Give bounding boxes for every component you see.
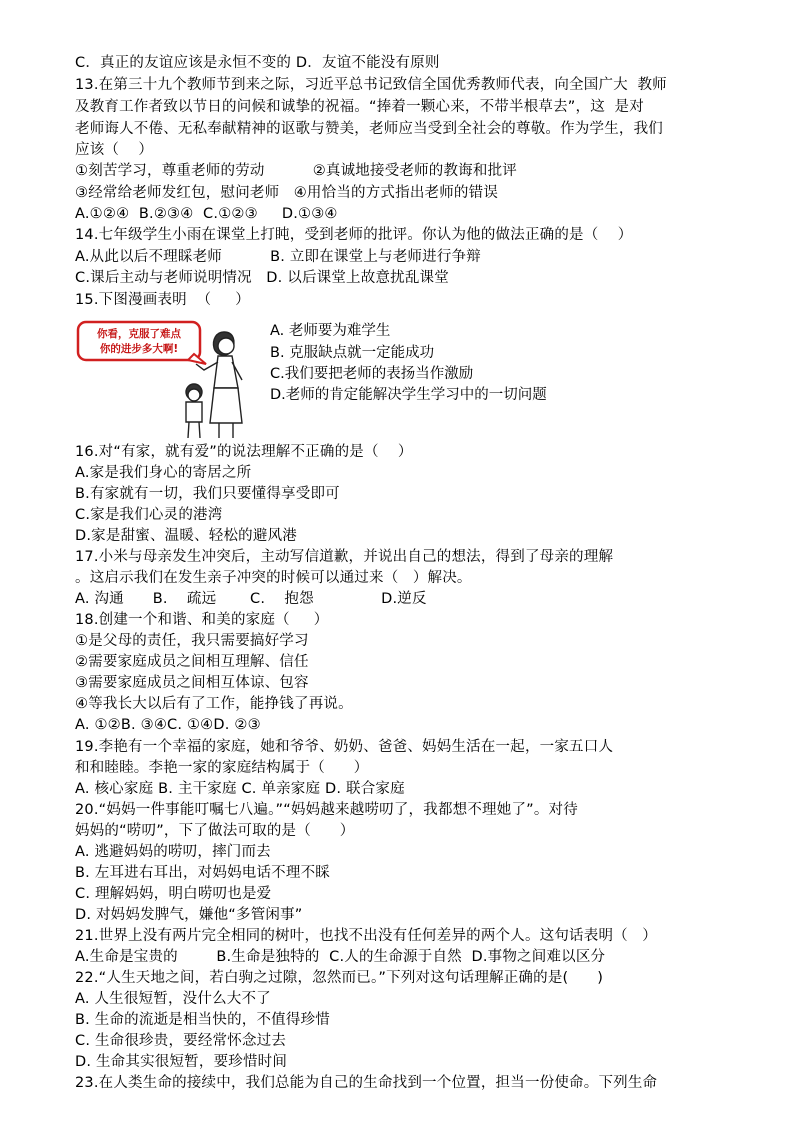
- speech-bubble-line-2: 你的进步多大啊!: [99, 343, 179, 355]
- q16-option-c: C.家是我们心灵的港湾: [75, 507, 223, 523]
- q22-option-a: A. 人生很短暂，没什么大不了: [75, 991, 271, 1007]
- q13-stem-line-3: 老师诲人不倦、无私奉献精神的讴歌与赞美，老师应当受到全社会的尊敬。作为学生，我们: [75, 121, 663, 137]
- q18-statement-1: ①是父母的责任，我只需要搞好学习: [75, 633, 309, 649]
- q18-statement-2: ②需要家庭成员之间相互理解、信任: [75, 654, 309, 670]
- q15-stem: 15.下图漫画表明 （ ）: [75, 292, 250, 308]
- q23-stem: 23.在人类生命的接续中，我们总能为自己的生命找到一个位置，担当一份使命。下列生命: [75, 1075, 658, 1091]
- q13-statements-3-4: ③经常给老师发红包，慰问老师 ④用恰当的方式指出老师的错误: [75, 185, 499, 201]
- student-figure: [186, 384, 202, 438]
- q17-stem-line-2: 。这启示我们在发生亲子冲突的时候可以通过来（ ）解决。: [75, 570, 472, 586]
- q18-stem: 18.创建一个和谐、和美的家庭（ ）: [75, 612, 329, 628]
- q13-stem-line-4: 应该（ ）: [75, 142, 154, 158]
- q20-stem-line-2: 妈妈的“唠叨”，下了做法可取的是（ ）: [75, 823, 355, 839]
- q22-stem: 22.“人生天地之间，若白驹之过隙，忽然而已。”下列对这句话理解正确的是( ): [75, 970, 604, 986]
- q22-option-b: B. 生命的流逝是相当快的，不值得珍惜: [75, 1012, 330, 1028]
- q16-option-b: B.有家就有一切，我们只要懂得享受即可: [75, 486, 340, 502]
- q20-option-d: D. 对妈妈发脾气，嫌他“多管闲事”: [75, 907, 303, 923]
- q12-option-cd: C．真正的友谊应该是永恒不变的 D．友谊不能没有原则: [75, 55, 440, 71]
- q14-options-cd: C.课后主动与老师说明情况 D. 以后课堂上故意扰乱课堂: [75, 270, 449, 286]
- q15-cartoon: [76, 318, 261, 443]
- q15-option-a: A. 老师要为难学生: [270, 323, 391, 339]
- q20-option-b: B. 左耳进右耳出，对妈妈电话不理不睬: [75, 865, 330, 881]
- q14-options-ab: A.从此以后不理睬老师 B. 立即在课堂上与老师进行争辩: [75, 249, 481, 265]
- q22-option-d: D. 生命其实很短暂，要珍惜时间: [75, 1054, 288, 1070]
- q15-option-d: D.老师的肯定能解决学生学习中的一切问题: [270, 387, 547, 403]
- q13-stem-line-2: 及教育工作者致以节日的问候和诚挚的祝福。“捧着一颗心来，不带半根草去”，这 是对: [75, 99, 644, 115]
- q13-options: A.①②④ B.②③④ C.①②③ D.①③④: [75, 206, 338, 222]
- q19-stem-line-1: 19.李艳有一个幸福的家庭，她和爷爷、奶奶、爸爸、妈妈生活在一起，一家五口人: [75, 739, 614, 755]
- q17-options: A. 沟通 B. 疏远 C. 抱怨 D.逆反: [75, 591, 427, 607]
- q19-options: A. 核心家庭 B. 主干家庭 C. 单亲家庭 D. 联合家庭: [75, 781, 405, 797]
- q22-option-c: C. 生命很珍贵，要经常怀念过去: [75, 1033, 287, 1049]
- q18-statement-4: ④等我长大以后有了工作，能挣钱了再说。: [75, 696, 353, 712]
- q13-stem-line-1: 13.在第三十九个教师节到来之际，习近平总书记致信全国优秀教师代表，向全国广大 教师: [75, 77, 667, 93]
- q21-options: A.生命是宝贵的 B.生命是独特的 C.人的生命源于自然 D.事物之间难以区分: [75, 949, 606, 965]
- q16-option-a: A.家是我们身心的寄居之所: [75, 465, 252, 481]
- teacher-figure: [196, 332, 242, 438]
- q17-stem-line-1: 17.小米与母亲发生冲突后，主动写信道歉，并说出自己的想法，得到了母亲的理解: [75, 549, 614, 565]
- q20-stem-line-1: 20.“妈妈一件事能叮嘱七八遍。”“妈妈越来越唠叨了，我都想不理她了”。对待: [75, 802, 578, 818]
- q13-statements-1-2: ①刻苦学习，尊重老师的劳动 ②真诚地接受老师的教诲和批评: [75, 163, 517, 179]
- q18-options: A. ①②B. ③④C. ①④D. ②③: [75, 717, 261, 733]
- q21-stem: 21.世界上没有两片完全相同的树叶，也找不出没有任何差异的两个人。这句话表明（ ）: [75, 928, 657, 944]
- q20-option-c: C. 理解妈妈，明白唠叨也是爱: [75, 886, 272, 902]
- speech-bubble-line-1: 你看，克服了难点: [97, 328, 181, 340]
- q20-option-a: A. 逃避妈妈的唠叨，摔门而去: [75, 844, 271, 860]
- q14-stem: 14.七年级学生小雨在课堂上打盹，受到老师的批评。你认为他的做法正确的是（ ）: [75, 227, 633, 243]
- q18-statement-3: ③需要家庭成员之间相互体谅、包容: [75, 675, 309, 691]
- q16-option-d: D.家是甜蜜、温暖、轻松的避风港: [75, 528, 297, 544]
- q19-stem-line-2: 和和睦睦。李艳一家的家庭结构属于（ ）: [75, 760, 369, 776]
- q16-stem: 16.对“有家，就有爱”的说法理解不正确的是（ ）: [75, 444, 413, 460]
- q15-option-b: B. 克服缺点就一定能成功: [270, 345, 435, 361]
- q15-option-c: C.我们要把老师的表扬当作激励: [270, 366, 474, 382]
